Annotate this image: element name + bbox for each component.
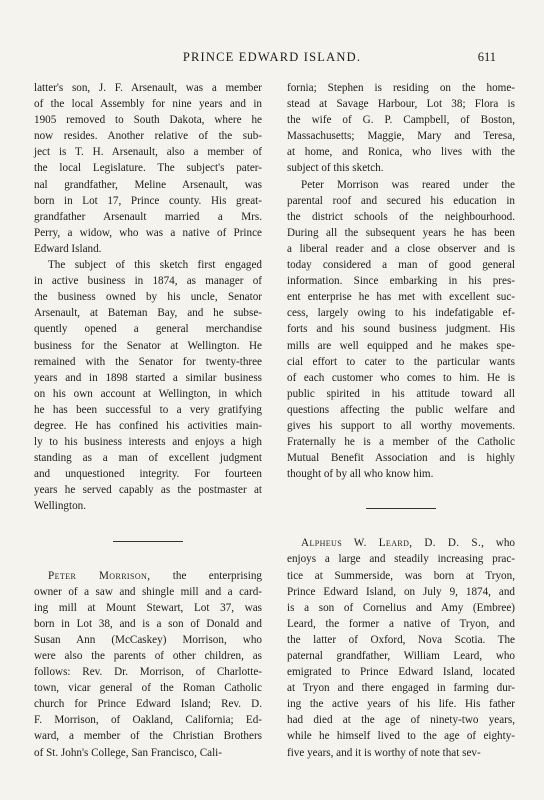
text-line: subject of this sketch.	[287, 162, 384, 175]
text-line: is a son of Cornelius and Amy (Embree)	[287, 601, 515, 614]
paragraph-morrison-siblings	[287, 80, 515, 177]
text-line: The subject of this sketch first engaged	[48, 259, 262, 272]
text-line: gives his support to all worthy movements.	[287, 419, 515, 432]
text-line: the business owned by his uncle, Senator	[34, 291, 262, 304]
text-line: owner of a saw and shingle mill and a card-	[34, 585, 262, 598]
text-line: ing the active years of his life. His father	[287, 698, 515, 711]
text-line: five years, and it is worthy of note that sev-	[287, 746, 481, 759]
text-line: of the local Assembly for nine years and in	[34, 98, 262, 111]
text-line: information. Since embarking in his pres-	[287, 275, 515, 288]
subject-name: Alpheus W. Leard, D. D. S.,	[301, 537, 485, 550]
text-line: of St. John's College, San Francisco, Cali-	[34, 746, 222, 759]
text-line: mills are well equipped and he makes spe-	[287, 339, 515, 352]
text-line: born in Lot 17, Prince county. His great-	[34, 194, 262, 207]
running-head	[0, 50, 544, 68]
text-line: Wellington.	[34, 500, 87, 513]
text-line: today considered a man of good general	[287, 259, 515, 272]
text-line: grandfather Arsenault married a Mrs.	[34, 210, 262, 223]
text-line: church for Prince Edward Island; Rev. D.	[34, 698, 262, 711]
text-line: Edward Island.	[34, 242, 102, 255]
text-line: tice at Summerside, was born at Tryon,	[287, 569, 515, 582]
text-line: Mutual Benefit Association and is highly	[287, 452, 515, 465]
text-line: ject is T. H. Arsenault, also a member of	[34, 146, 262, 159]
text-line: at Tryon and there engaged in farming dur-	[287, 682, 515, 695]
text-line: cess, largely owing to his indefatigable ef-	[287, 307, 515, 320]
text-line: ward, a member of the Christian Brothers	[34, 730, 262, 743]
text-line: and unquestioned integrity. For fourteen	[34, 468, 262, 481]
text-line: he has been successful to a very gratifying	[34, 403, 262, 416]
text-line: fornia; Stephen is residing on the home-	[287, 82, 515, 94]
text-line: of each customer who comes to him. He is	[287, 371, 515, 384]
text-line: ent enterprise he has met with excellent suc-	[287, 291, 515, 304]
lead-text: who	[484, 537, 515, 550]
paragraph-arsenault-business	[34, 257, 262, 515]
text-line: stead at Savage Harbour, Lot 38; Flora is	[287, 98, 515, 111]
text-line: the district schools of the neighbourhood.	[287, 210, 515, 223]
text-line: town, vicar general of the Roman Catholic	[34, 682, 262, 695]
text-line: a liberal reader and a close observer and is	[287, 242, 515, 255]
text-line: Leard, the former a native of Tryon, and	[287, 617, 515, 630]
text-line	[287, 535, 515, 551]
text-line: forts and his sound business judgment. His	[287, 323, 515, 336]
text-line: F. Morrison, of Oakland, California; Ed-	[34, 714, 262, 727]
text-line: ly to his business interests and enjoys a high	[34, 436, 262, 449]
text-line: Susan Ann (McCaskey) Morrison, who	[34, 633, 262, 646]
page-number: 611	[477, 50, 496, 64]
text-line: parental roof and secured his education in	[287, 194, 515, 207]
text-line: now resides. Another relative of the sub-	[34, 130, 262, 143]
text-line: Perry, a widow, who was a native of Prince	[34, 226, 262, 239]
paragraph-arsenault-family	[34, 80, 262, 257]
text-line: 1905 removed to South Dakota, where he	[34, 114, 262, 127]
text-line: thought of by all who know him.	[287, 468, 434, 481]
left-column	[34, 80, 262, 761]
text-line	[34, 568, 262, 584]
text-line: in active business in 1874, as manager of	[34, 275, 262, 288]
text-line: enjoys a large and steadily increasing prac-	[287, 553, 515, 566]
subject-name: Peter Morrison,	[48, 569, 151, 582]
text-line: the latter of Oxford, Nova Scotia. The	[287, 633, 515, 646]
paragraph-morrison-career	[287, 177, 515, 483]
text-line: degree. He has confined his activities main-	[34, 419, 262, 432]
text-line: years he served capably as the postmaster at	[34, 484, 262, 497]
paragraph-morrison-intro	[34, 568, 262, 761]
text-line: at home, and Ronica, who lives with the	[287, 146, 515, 159]
text-line: business for the Senator at Wellington. He	[34, 339, 262, 352]
text-line: Arsenault, at Bateman Bay, and he subse-	[34, 307, 262, 320]
text-line: questions affecting the public welfare and	[287, 403, 515, 416]
text-line: the wife of G. P. Campbell, of Boston,	[287, 114, 515, 127]
text-line: born in Lot 38, and is a son of Donald and	[34, 617, 262, 630]
text-line: follows: Rev. Dr. Morrison, of Charlotte-	[34, 666, 262, 679]
right-column	[287, 80, 515, 761]
text-line: remained with the Senator for twenty-three	[34, 355, 262, 368]
text-line: emigrated to Prince Edward Island, located	[287, 666, 515, 679]
text-line: latter's son, J. F. Arsenault, was a member	[34, 82, 262, 94]
text-line: standing as a man of excellent judgment	[34, 452, 262, 465]
text-line: nal grandfather, Meline Arsenault, was	[34, 178, 262, 191]
running-title: PRINCE EDWARD ISLAND.	[182, 50, 362, 64]
text-line: ing mill at Mount Stewart, Lot 37, was	[34, 601, 262, 614]
text-line: public spirited in his attitude toward all	[287, 387, 515, 400]
text-line: Prince Edward Island, on July 9, 1874, and	[287, 585, 515, 598]
lead-text: the enterprising	[150, 569, 262, 582]
text-line: while he himself lived to the age of eighty-	[287, 730, 515, 743]
text-line: Peter Morrison was reared under the	[301, 178, 515, 191]
text-line: During all the subsequent years he has been	[287, 226, 515, 239]
paragraph-leard-intro	[287, 535, 515, 760]
text-line: were also the parents of other children, as	[34, 650, 262, 662]
text-line: paternal grandfather, William Leard, who	[287, 650, 515, 662]
text-line: had died at the age of ninety-two years,	[287, 714, 515, 727]
text-line: Massachusetts; Maggie, Mary and Teresa,	[287, 130, 515, 143]
text-line: on his own account at Wellington, in which	[34, 387, 262, 400]
text-line: years and in 1898 started a similar business	[34, 371, 262, 384]
text-line: quently opened a general merchandise	[34, 323, 262, 336]
text-line: cial effort to cater to the particular wants	[287, 355, 515, 368]
text-line: the local Legislature. The subject's pater-	[34, 162, 262, 175]
text-line: Fraternally he is a member of the Catholic	[287, 436, 515, 449]
